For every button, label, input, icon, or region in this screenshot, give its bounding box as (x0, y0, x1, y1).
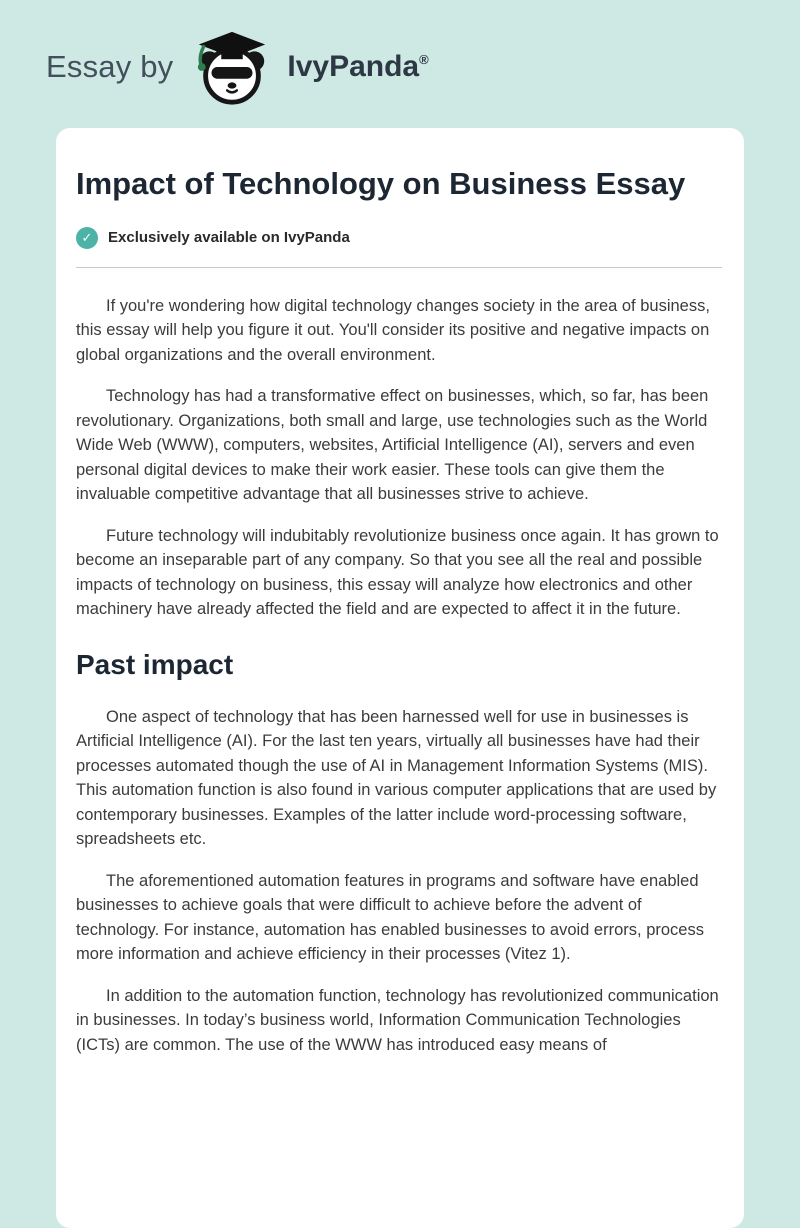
paragraph-intro-1: If you're wondering how digital technology changes society in the area of business, this essay will help you figure it out. You'll consider its positive and negative impacts on global organizations and the overall environment. (76, 296, 710, 364)
brand-name-text: IvyPanda (287, 50, 420, 83)
exclusive-badge (76, 227, 722, 249)
paragraph-past-impact-1: One aspect of technology that has been harnessed well for use in businesses is Artificial Intelligence (AI). For the last ten years, virtually all businesses have had their processes automated though the use of AI in Management Information Systems (MIS). This automation function is also found in various computer applications that are used by contemporary businesses. Examples of the latter include word-processing software, spreadsheets etc. (76, 707, 717, 849)
site-header (0, 0, 800, 128)
brand-name (287, 50, 428, 84)
ivypanda-panda-logo-icon (191, 26, 273, 108)
registered-mark: ® (419, 52, 429, 67)
exclusive-badge-label: Exclusively available on IvyPanda (108, 229, 350, 247)
page-title: Impact of Technology on Business Essay (76, 166, 686, 201)
paragraph-past-impact-2: The aforementioned automation features in programs and software have enabled businesses to achieve goals that were difficult to achieve before the advent of technology. For instance, automation has enabled businesses to avoid errors, process more information and achieve efficiency in their processes (Vitez 1). (76, 871, 704, 964)
article-card (56, 128, 744, 1228)
essay-body (76, 294, 722, 1058)
check-circle-icon: ✓ (76, 227, 98, 249)
divider (76, 267, 722, 268)
paragraph-intro-3: Future technology will indubitably revolutionize business once again. It has grown to become an inseparable part of any company. So that you see all the real and possible impacts of technology on business, this essay will analyze how electronics and other machinery have already affected the field and are expected to affect it in the future. (76, 526, 719, 619)
header-prefix-text: Essay by (46, 49, 174, 84)
paragraph-past-impact-3: In addition to the automation function, technology has revolutionized communication in businesses. In today’s business world, Information Communication Technologies (ICTs) are common. The use of the WWW has introduced easy means of (76, 986, 719, 1054)
paragraph-intro-2: Technology has had a transformative effect on businesses, which, so far, has been revolutionary. Organizations, both small and large, use technologies such as the World Wide Web (WWW), computers, websites, Artificial Intelligence (AI), servers and even personal digital devices to make their work easier. These tools can give them the invaluable competitive advantage that all businesses strive to achieve. (76, 387, 709, 504)
section-heading-past-impact: Past impact (76, 648, 234, 680)
